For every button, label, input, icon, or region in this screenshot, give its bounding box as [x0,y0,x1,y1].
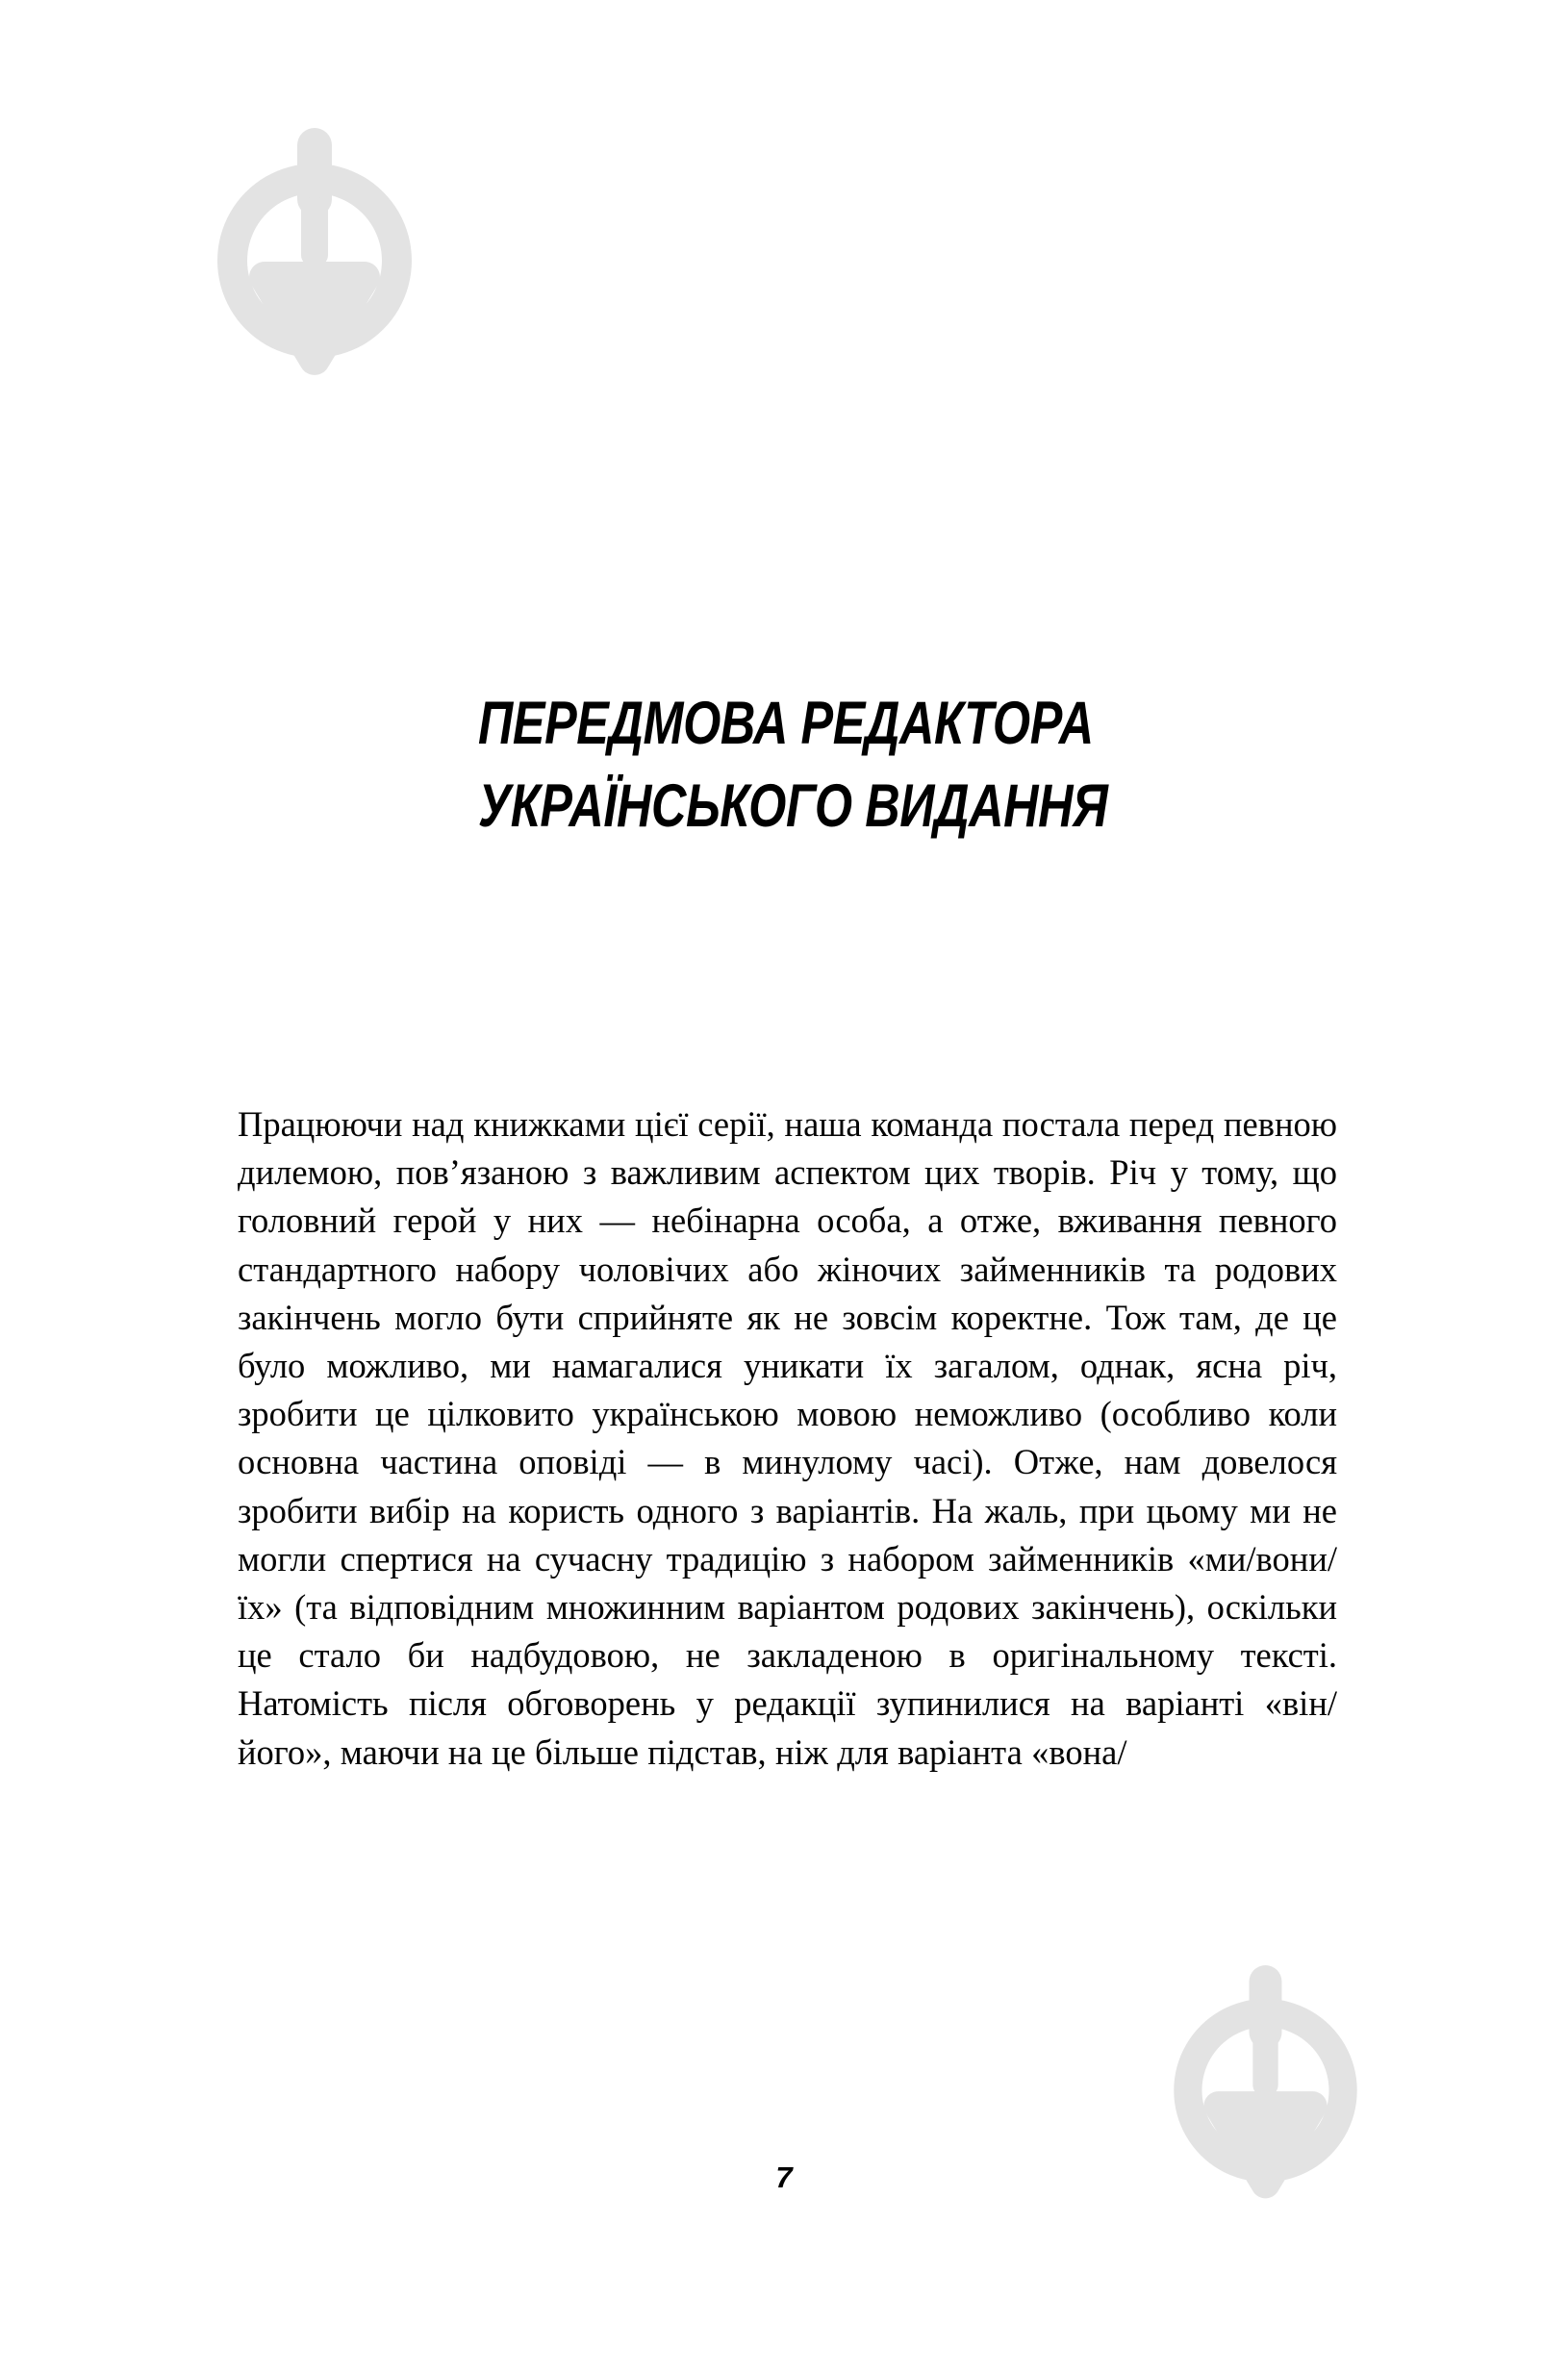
body-text [238,1100,1337,1777]
page-title-line-2: УКРАЇНСЬКОГО ВИДАННЯ [478,772,1108,841]
body-paragraph: Працюючи над книжками цієї серії, наша команда постала перед певною дилемою, пов’язаною з важливим аспектом цих творів. Річ у тому, що головний герой у них — небінарна особа, а отже, вживання певного стандартного набору чоловічих або жіночих займенників та родових закінчень могло бути сприйняте як не зовсім коректне. Тож там, де це було можливо, ми намагалися уникати їх загалом, однак, ясна річ, зробити це цілковито українською мовою неможливо (особливо коли основна частина оповіді — в минулому часі). Отже, нам довелося зробити вибір на користь одного з варіантів. На жаль, при цьому ми не могли спертися на сучасну традицію з набором займенників «ми/вони/їх» (та відповідним множинним варіантом родових закінчень), оскільки це стало би надбудовою, не закладеною в оригінальному тексті. Натомість після обговорень у редакції зупинилися на варіанті «він/його», маючи на це більше підстав, ніж для варіанта «вона/ [238,1104,1337,1772]
page-number: 7 [775,2160,793,2194]
circled-dagger-logo-icon [205,128,424,383]
page-title-line-1: ПЕРЕДМОВА РЕДАКТОРА [478,690,1094,758]
page-title [478,682,1344,847]
